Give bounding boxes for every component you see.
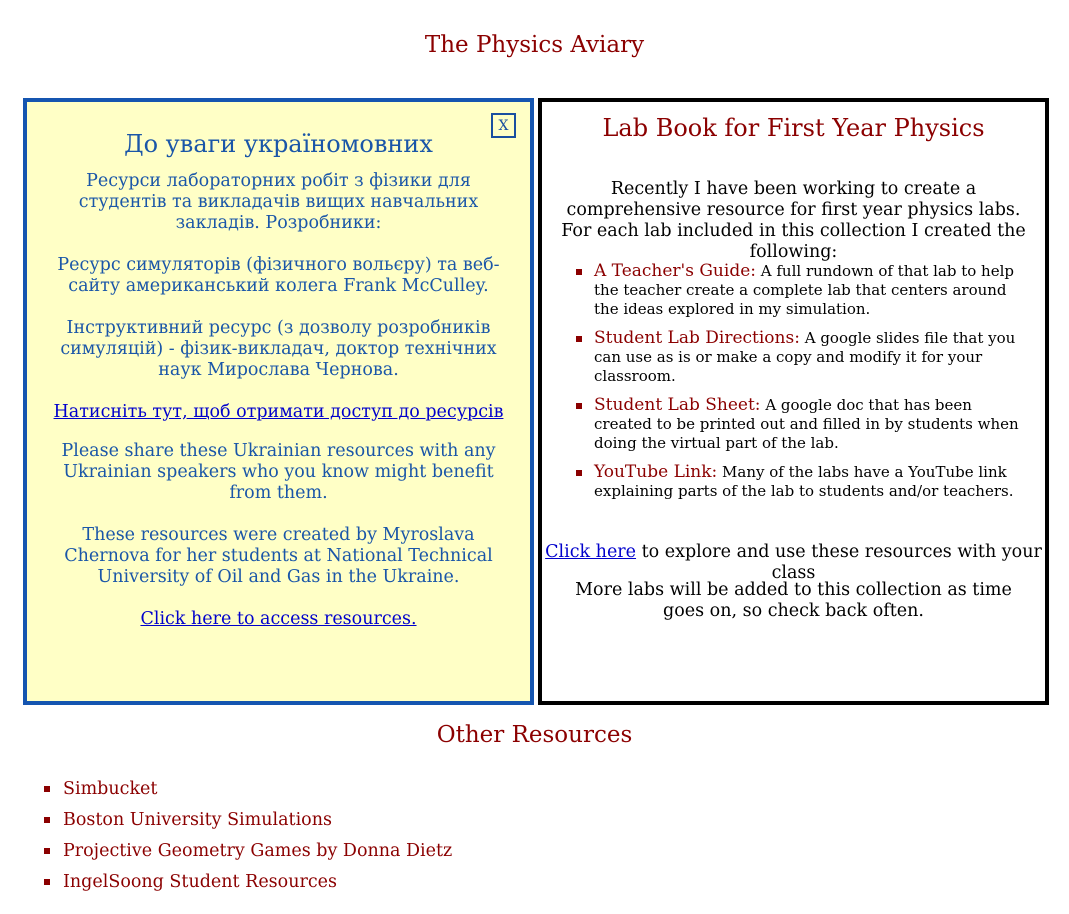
youtube-link-description: Many of the labs have a YouTube link explaining parts of the lab to students and/or teachers. [594,463,1014,500]
list-item [576,262,1031,319]
ukrainian-text-paragraph: Ресурс симуляторів (фізичного вольєру) та веб-сайту американський колега Frank McCulley. [57,255,500,296]
close-button[interactable]: X [491,113,516,138]
teacher-guide-description: A full rundown of that lab to help the teacher create a complete lab that centers around the ideas explored in my simulation. [594,262,1014,318]
ukrainian-notice-content [47,102,510,630]
access-resources-link[interactable]: Click here to access resources. [140,609,417,629]
other-resources-list [44,778,452,902]
lab-sheet-description: A google doc that has been created to be printed out and filled in by students when doing the virtual part of the lab. [594,396,1019,452]
lab-book-panel [538,98,1049,705]
lab-cta [542,542,1045,584]
lab-resource-list [576,262,1031,511]
ukrainian-text-paragraph: Ресурси лабораторних робіт з фізики для студентів та викладачів вищих навчальних закладів. Розробники: [78,171,479,233]
list-item [576,329,1031,386]
list-item [44,809,452,840]
youtube-link-term: YouTube Link: [594,462,718,482]
ukrainian-resources-link[interactable]: Натисніть тут, щоб отримати доступ до ресурсів [53,402,504,422]
list-item [44,778,452,809]
list-item [576,463,1031,501]
other-resources-title: Other Resources [436,722,633,748]
lab-book-intro: Recently I have been working to create a comprehensive resource for first year physics labs. For each lab included in this collection I created the following: [561,179,1026,262]
ingelsoong-link[interactable]: IngelSoong Student Resources [63,872,337,892]
list-item [44,871,452,902]
list-item [576,396,1031,453]
list-item [44,840,452,871]
ukrainian-notice-panel [23,98,534,705]
projective-geometry-link[interactable]: Projective Geometry Games by Donna Dietz [63,841,453,861]
lab-directions-description: A google slides file that you can use as is or make a copy and modify it for your classroom. [594,329,1016,385]
lab-cta-text: to explore and use these resources with your class [636,542,1042,583]
lab-book-title: Lab Book for First Year Physics [602,114,985,142]
page-title: The Physics Aviary [424,32,645,58]
more-labs-note: More labs will be added to this collection as time goes on, so check back often. [575,580,1012,621]
teacher-guide-term: A Teacher's Guide: [594,261,756,281]
explore-resources-link[interactable]: Click here [545,542,637,562]
share-note-paragraph: Please share these Ukrainian resources with any Ukrainian speakers who you know might benefit from them. [61,441,496,503]
lab-sheet-term: Student Lab Sheet: [594,395,761,415]
simbucket-link[interactable]: Simbucket [63,779,158,799]
lab-directions-term: Student Lab Directions: [594,328,800,348]
ukrainian-notice-title: До уваги україномовних [124,130,433,158]
ukrainian-text-paragraph: Інструктивний ресурс (з дозволу розробників симуляцій) - фізик-викладач, доктор технічних наук Мирослава Чернова. [60,318,497,380]
boston-university-link[interactable]: Boston University Simulations [63,810,332,830]
credits-paragraph: These resources were created by Myroslava Chernova for her students at National Technical University of Oil and Gas in the Ukraine. [64,525,493,587]
